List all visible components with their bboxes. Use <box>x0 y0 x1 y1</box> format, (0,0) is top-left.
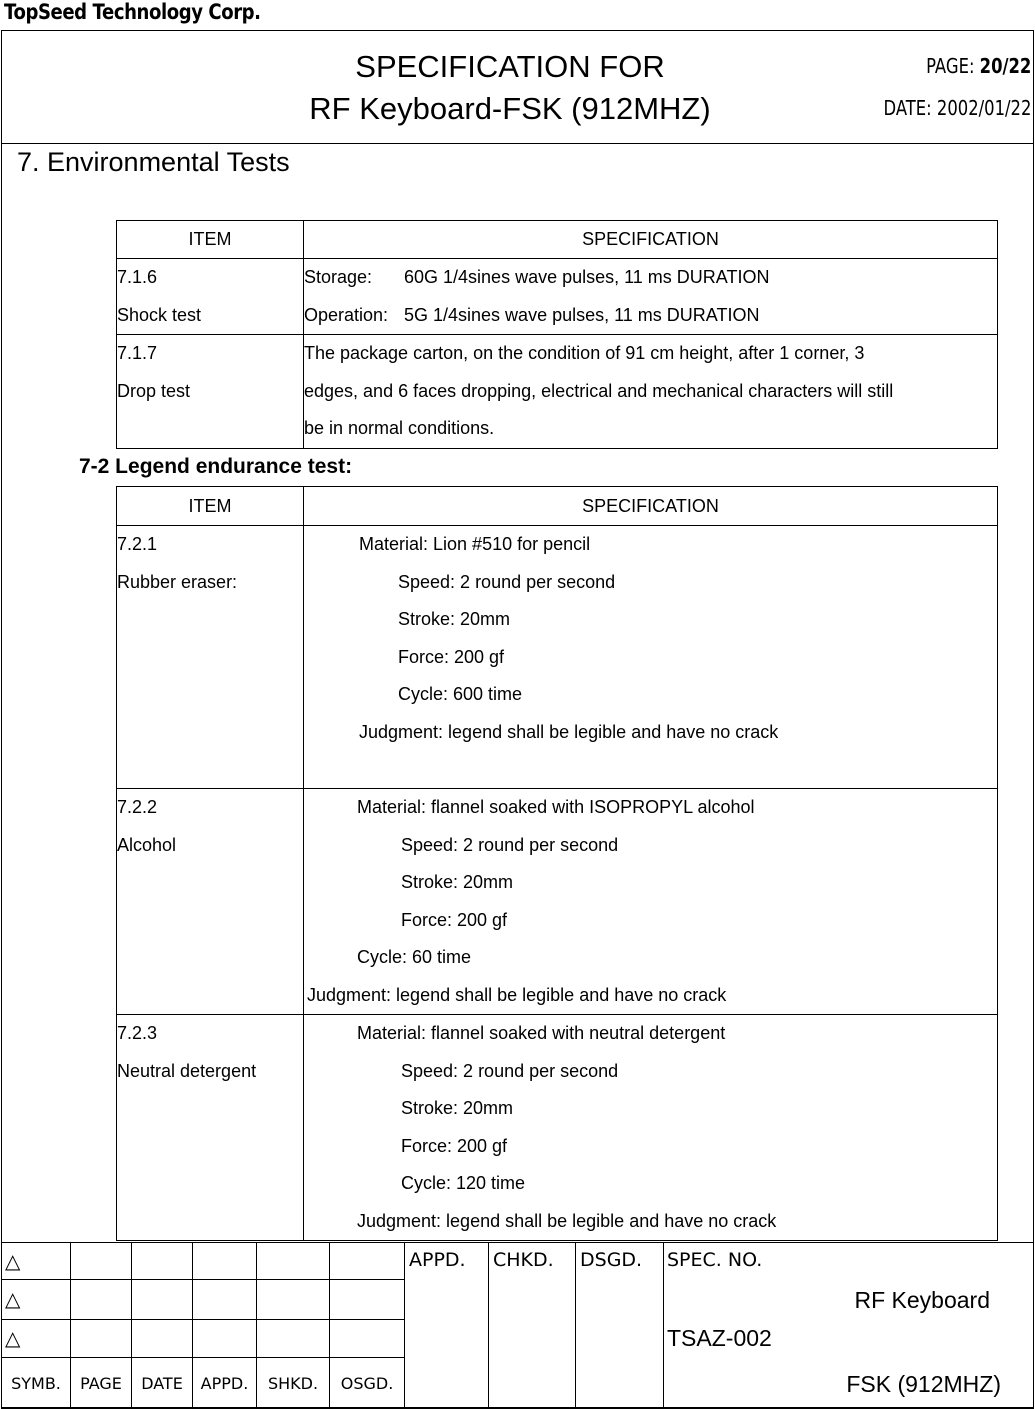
item-name: Rubber eraser: <box>117 571 238 592</box>
spec-line: Judgment: legend shall be legible and have no crack <box>359 721 779 742</box>
spec-line <box>304 259 997 297</box>
spec-line: be in normal conditions. <box>304 418 495 438</box>
spec-line: The package carton, on the condition of 91 cm height, after 1 corner, 3 <box>304 343 865 363</box>
spec-line: Force: 200 gf <box>398 646 505 667</box>
spec-cell <box>304 526 998 789</box>
spec-no-label: SPEC. NO. <box>667 1249 763 1271</box>
col-date: DATE <box>132 1358 193 1409</box>
appd-signoff: APPD. <box>405 1243 489 1409</box>
product-name-line1: RF Keyboard <box>854 1287 990 1313</box>
revision-symbol-3: △ <box>2 1320 71 1358</box>
spec-line <box>304 297 997 335</box>
rev-cell <box>257 1320 330 1358</box>
spec-line: Stroke: 20mm <box>398 609 511 629</box>
item-number: 7.2.1 <box>117 534 158 554</box>
subsection-title: 7-2 Legend endurance test: <box>79 455 353 478</box>
item-cell <box>117 335 304 449</box>
spec-line: Cycle: 600 time <box>398 684 523 704</box>
spec-text: 60G 1/4sines wave pulses, 11 ms DURATION <box>404 267 770 287</box>
spec-line: Material: flannel soaked with neutral detergent <box>357 1023 726 1043</box>
table-row <box>117 1015 998 1241</box>
revision-symbol-1: △ <box>2 1243 71 1280</box>
rev-cell <box>330 1320 405 1358</box>
spec-line: Judgment: legend shall be legible and have no crack <box>307 984 727 1005</box>
date-label: DATE: <box>883 96 932 120</box>
item-number: 7.1.7 <box>117 343 158 363</box>
col-page: PAGE <box>71 1358 132 1409</box>
rev-cell <box>193 1320 257 1358</box>
page-label: PAGE: <box>925 54 975 78</box>
rev-cell <box>71 1243 132 1280</box>
spec-line: Stroke: 20mm <box>401 1098 514 1118</box>
rev-cell <box>71 1320 132 1358</box>
spec-cell <box>304 1015 998 1241</box>
table1-header-specification: SPECIFICATION <box>304 221 998 259</box>
spec-line: Material: Lion #510 for pencil <box>359 534 591 554</box>
item-name: Alcohol <box>117 834 177 855</box>
date-value: 2002/01/22 <box>936 96 1031 120</box>
spec-label: Operation: <box>304 304 389 325</box>
item-number: 7.1.6 <box>117 267 158 287</box>
header-divider <box>1 143 1034 144</box>
rev-cell <box>257 1243 330 1280</box>
table-row <box>117 789 998 1015</box>
item-name: Neutral detergent <box>117 1060 257 1081</box>
document-title-line1: SPECIFICATION FOR <box>355 49 665 84</box>
spec-line: edges, and 6 faces dropping, electrical and mechanical characters will still <box>304 380 894 401</box>
table-row <box>117 335 998 449</box>
col-appd: APPD. <box>193 1358 257 1409</box>
spec-line: Force: 200 gf <box>401 909 508 930</box>
item-cell <box>117 1015 304 1241</box>
chkd-signoff: CHKD. <box>489 1243 576 1409</box>
rev-cell <box>193 1243 257 1280</box>
spec-line: Force: 200 gf <box>401 1135 508 1156</box>
item-name: Drop test <box>117 380 191 401</box>
rev-cell <box>132 1320 193 1358</box>
item-cell <box>117 259 304 335</box>
spec-number-block <box>664 1243 1034 1409</box>
rev-cell <box>193 1280 257 1320</box>
spec-cell <box>304 789 998 1015</box>
item-number: 7.2.3 <box>117 1023 158 1043</box>
legend-endurance-table <box>116 486 998 1241</box>
spec-text: 5G 1/4sines wave pulses, 11 ms DURATION <box>404 304 760 325</box>
company-name: TopSeed Technology Corp. <box>4 0 261 24</box>
spec-number: TSAZ-002 <box>667 1325 772 1351</box>
spec-line: Judgment: legend shall be legible and have no crack <box>357 1210 777 1231</box>
spec-line: Cycle: 120 time <box>401 1173 526 1193</box>
rev-cell <box>257 1280 330 1320</box>
document-title-line2: RF Keyboard-FSK (912MHZ) <box>309 91 711 126</box>
spec-line: Speed: 2 round per second <box>401 1060 619 1081</box>
product-name-line2: FSK (912MHZ) <box>846 1371 1001 1397</box>
spec-line: Speed: 2 round per second <box>398 571 616 592</box>
page-number <box>926 54 1031 78</box>
table-row <box>117 259 998 335</box>
rev-cell <box>132 1280 193 1320</box>
col-shkd: SHKD. <box>257 1358 330 1409</box>
table1-header-item: ITEM <box>117 221 304 259</box>
spec-cell <box>304 259 998 335</box>
revision-symbol-2: △ <box>2 1280 71 1320</box>
item-cell <box>117 526 304 789</box>
item-cell <box>117 789 304 1015</box>
rev-cell <box>330 1280 405 1320</box>
document-date <box>883 96 1031 120</box>
spec-line: Material: flannel soaked with ISOPROPYL alcohol <box>357 797 755 817</box>
col-osgd: OSGD. <box>330 1358 405 1409</box>
item-name: Shock test <box>117 304 202 325</box>
spec-label: Storage: <box>304 267 373 287</box>
dsgd-signoff: DSGD. <box>576 1243 664 1409</box>
table-row <box>117 526 998 789</box>
section-title: 7. Environmental Tests <box>17 147 290 177</box>
page-value: 20/22 <box>979 54 1031 78</box>
rev-cell <box>132 1243 193 1280</box>
item-number: 7.2.2 <box>117 797 158 817</box>
rev-cell <box>330 1243 405 1280</box>
spec-cell <box>304 335 998 449</box>
table2-header-specification: SPECIFICATION <box>304 487 998 526</box>
spec-line: Stroke: 20mm <box>401 872 514 892</box>
environmental-tests-table <box>116 220 998 449</box>
spec-line: Cycle: 60 time <box>357 947 472 967</box>
rev-cell <box>71 1280 132 1320</box>
revision-block <box>1 1242 1034 1409</box>
spec-line: Speed: 2 round per second <box>401 834 619 855</box>
col-symb: SYMB. <box>2 1358 71 1409</box>
table2-header-item: ITEM <box>117 487 304 526</box>
